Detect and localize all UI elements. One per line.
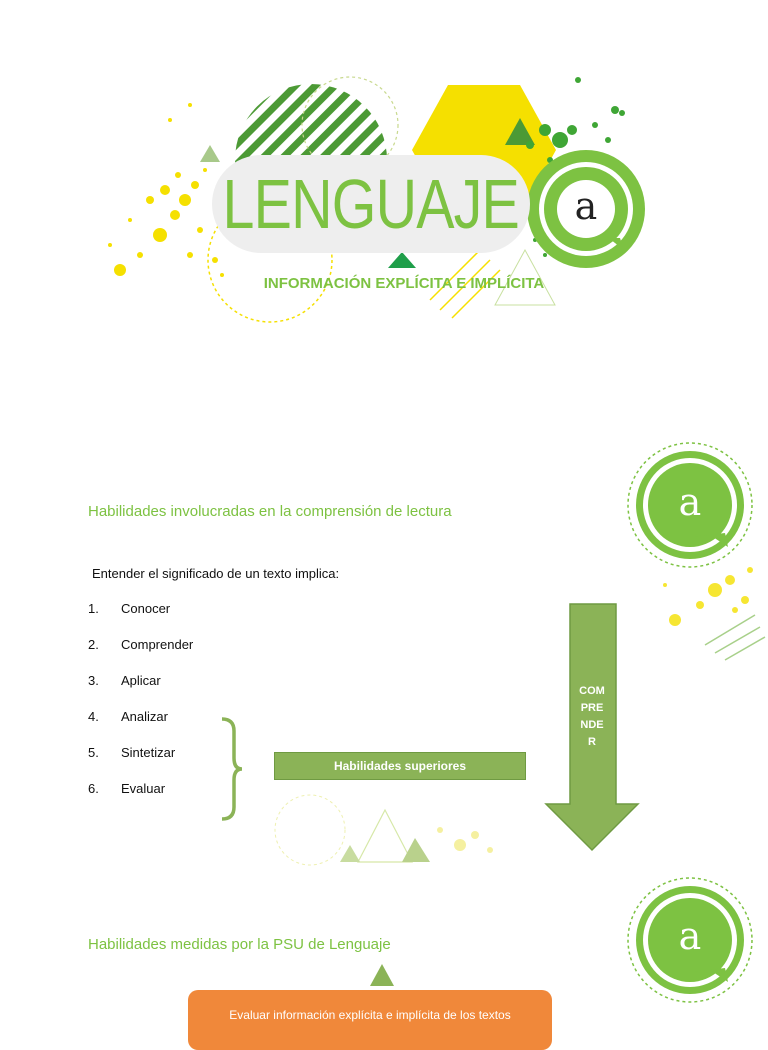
- subtitle: INFORMACIÓN EXPLÍCITA E IMPLÍCITA: [263, 275, 545, 292]
- logo: [557, 180, 615, 238]
- arrow-label-line: NDE: [580, 719, 604, 731]
- logo-badge-1-letter: a: [678, 480, 702, 524]
- arrow-label-line: PRE: [580, 702, 604, 714]
- list-item: 1. Conocer: [88, 601, 171, 616]
- triangle-marker: [368, 962, 396, 988]
- list-item: 2. Comprender: [88, 637, 194, 652]
- faint-decoration: [250, 790, 550, 870]
- list-item: 6. Evaluar: [88, 781, 166, 796]
- arrow-label: [568, 683, 616, 751]
- list-item: 4. Analizar: [88, 709, 168, 724]
- arrow-label-line: COM: [579, 685, 605, 697]
- list-item: 5. Sintetizar: [88, 745, 176, 760]
- title-banner: [212, 155, 530, 253]
- logo-letter: a: [574, 184, 598, 228]
- intro-text: Entender el significado de un texto implica:: [92, 566, 340, 581]
- logo-badge-2-letter: a: [678, 914, 702, 958]
- curly-brace: [218, 716, 248, 822]
- higher-skills-box: Habilidades superiores: [274, 752, 526, 780]
- psu-skill-box: Evaluar información explícita e implícita de los textos: [188, 990, 552, 1050]
- arrow-label-line: R: [588, 736, 596, 748]
- section-title-psu: Habilidades medidas por la PSU de Lenguaje: [88, 936, 391, 953]
- list-item: 3. Aplicar: [88, 673, 161, 688]
- section-title-skills: Habilidades involucradas en la comprensión de lectura: [88, 503, 452, 520]
- page-title: LENGUAJE: [222, 165, 520, 243]
